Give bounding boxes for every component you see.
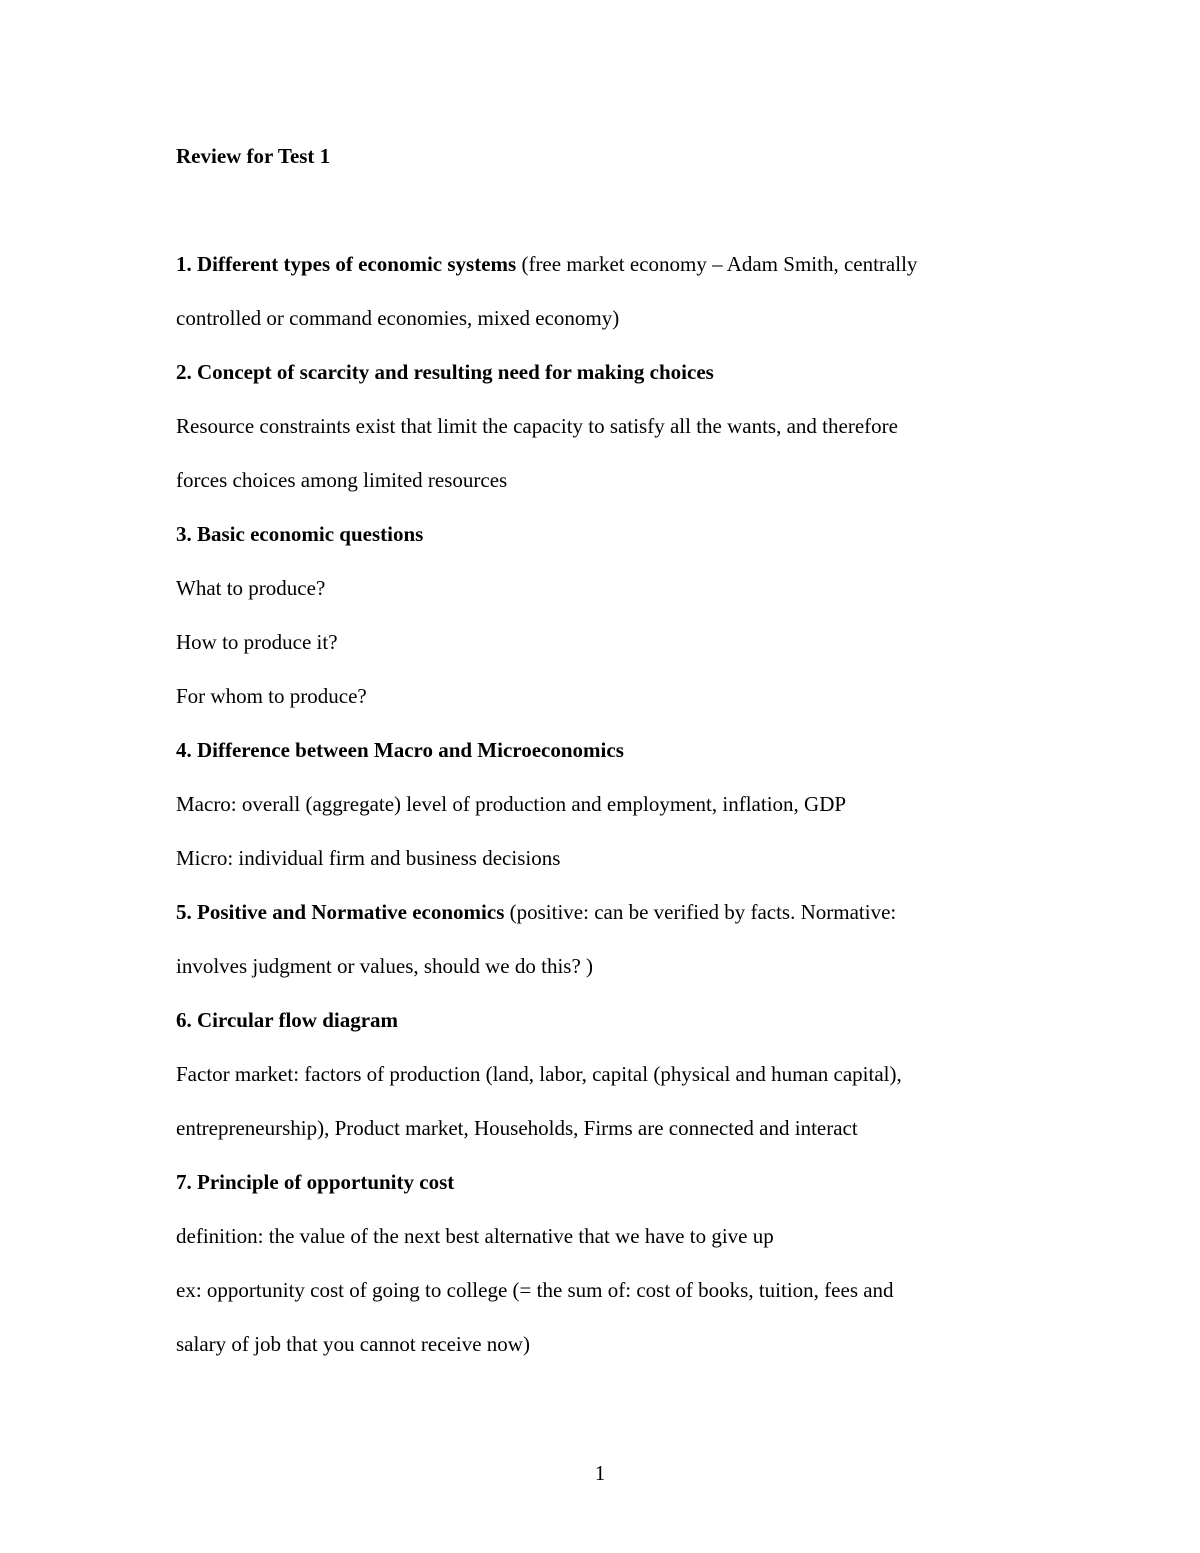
- section-7-definition: definition: the value of the next best alternative that we have to give up: [176, 1224, 774, 1248]
- section-7-example-line-2: salary of job that you cannot receive now): [176, 1332, 530, 1356]
- document-title: Review for Test 1: [176, 144, 331, 168]
- section-5-line-2: involves judgment or values, should we do this? ): [176, 954, 594, 978]
- section-1-line-1: [176, 250, 917, 278]
- section-7-heading: 7. Principle of opportunity cost: [176, 1170, 455, 1194]
- section-6-heading: 6. Circular flow diagram: [176, 1008, 399, 1032]
- section-3-question-3: For whom to produce?: [176, 684, 367, 708]
- section-7-example-line-1: ex: opportunity cost of going to college (= the sum of: cost of books, tuition, fees and: [176, 1278, 894, 1302]
- section-3-heading: 3. Basic economic questions: [176, 522, 424, 546]
- section-6-body-line-2: entrepreneurship), Product market, Households, Firms are connected and interact: [176, 1116, 858, 1140]
- section-1-line-2: controlled or command economies, mixed economy): [176, 306, 620, 330]
- section-4-heading: 4. Difference between Macro and Microeconomics: [176, 738, 624, 762]
- section-4-macro: Macro: overall (aggregate) level of production and employment, inflation, GDP: [176, 792, 847, 816]
- page-number: 1: [594, 1461, 606, 1485]
- section-6-body-line-1: Factor market: factors of production (land, labor, capital (physical and human capital),: [176, 1062, 902, 1086]
- section-5-text: (positive: can be verified by facts. Normative:: [504, 900, 897, 924]
- section-3-question-1: What to produce?: [176, 576, 326, 600]
- section-2-body-line-2: forces choices among limited resources: [176, 468, 508, 492]
- section-5-line-1: [176, 898, 896, 926]
- section-1-heading: 1. Different types of economic systems: [176, 252, 517, 276]
- section-1-text: (free market economy – Adam Smith, centrally: [516, 252, 918, 276]
- section-2-body-line-1: Resource constraints exist that limit the capacity to satisfy all the wants, and therefore: [176, 414, 898, 438]
- section-4-micro: Micro: individual firm and business decisions: [176, 846, 561, 870]
- section-5-heading: 5. Positive and Normative economics: [176, 900, 505, 924]
- section-2-heading: 2. Concept of scarcity and resulting need for making choices: [176, 360, 714, 384]
- section-3-question-2: How to produce it?: [176, 630, 338, 654]
